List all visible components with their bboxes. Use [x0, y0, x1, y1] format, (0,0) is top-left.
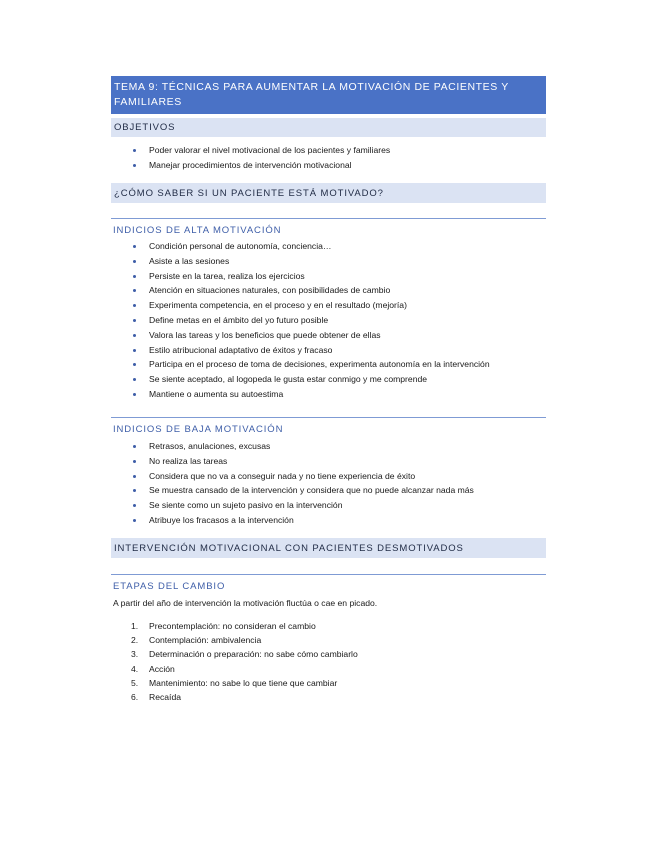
list-item	[111, 690, 546, 704]
list-item: Participa en el proceso de toma de decisiones, experimenta autonomía en la intervención	[111, 357, 546, 372]
list-item: No realiza las tareas	[111, 454, 546, 469]
list-item: Experimenta competencia, en el proceso y en el resultado (mejoría)	[111, 298, 546, 313]
list-item	[111, 619, 546, 633]
list-number: 1.	[131, 621, 139, 631]
list-item-text: Acción	[149, 663, 175, 674]
list-item: Se siente como un sujeto pasivo en la intervención	[111, 498, 546, 513]
section-intervencion-heading: INTERVENCIÓN MOTIVACIONAL CON PACIENTES DESMOTIVADOS	[111, 538, 546, 558]
list-item-text: Determinación o preparación: no sabe cómo cambiarlo	[149, 649, 358, 660]
list-item: Se siente aceptado, al logopeda le gusta estar conmigo y me comprende	[111, 372, 546, 387]
list-item-text: Mantenimiento: no sabe lo que tiene que cambiar	[149, 677, 338, 688]
list-item	[111, 647, 546, 661]
list-item: Poder valorar el nivel motivacional de los pacientes y familiares	[111, 143, 546, 158]
list-number: 4.	[131, 663, 139, 674]
list-item: Manejar procedimientos de intervención motivacional	[111, 158, 546, 173]
list-item: Considera que no va a conseguir nada y no tiene experiencia de éxito	[111, 469, 546, 484]
list-item	[111, 662, 546, 676]
etapas-intro-paragraph: A partir del año de intervención la motivación fluctúa o cae en picado.	[113, 598, 378, 608]
page-title: TEMA 9: TÉCNICAS PARA AUMENTAR LA MOTIVACIÓN DE PACIENTES Y FAMILIARES	[111, 76, 546, 114]
list-item: Condición personal de autonomía, conciencia…	[111, 239, 546, 254]
list-item: Retrasos, anulaciones, excusas	[111, 439, 546, 454]
list-number: 5.	[131, 677, 139, 688]
baja-motivacion-heading: INDICIOS DE BAJA MOTIVACIÓN	[111, 417, 546, 437]
list-item: Atención en situaciones naturales, con posibilidades de cambio	[111, 283, 546, 298]
etapas-cambio-heading: ETAPAS DEL CAMBIO	[111, 574, 546, 594]
objetivos-list	[111, 143, 546, 173]
alta-motivacion-list	[111, 239, 546, 402]
section-objetivos-heading: OBJETIVOS	[111, 118, 546, 137]
alta-motivacion-heading: INDICIOS DE ALTA MOTIVACIÓN	[111, 218, 546, 238]
list-item: Mantiene o aumenta su autoestima	[111, 387, 546, 402]
list-item	[111, 676, 546, 690]
etapas-list	[111, 619, 546, 704]
list-item: Define metas en el ámbito del yo futuro posible	[111, 313, 546, 328]
list-item: Valora las tareas y los beneficios que puede obtener de ellas	[111, 328, 546, 343]
list-item-text: Contemplación: ambivalencia	[149, 635, 262, 646]
list-number: 2.	[131, 635, 139, 646]
list-number: 6.	[131, 692, 139, 703]
section-motivado-heading: ¿CÓMO SABER SI UN PACIENTE ESTÁ MOTIVADO?	[111, 183, 546, 203]
list-item-text: Recaída	[149, 692, 182, 703]
list-item: Asiste a las sesiones	[111, 254, 546, 269]
list-item: Estilo atribucional adaptativo de éxitos y fracaso	[111, 343, 546, 358]
list-item	[111, 633, 546, 647]
list-item: Persiste en la tarea, realiza los ejercicios	[111, 269, 546, 284]
list-item: Se muestra cansado de la intervención y considera que no puede alcanzar nada más	[111, 483, 546, 498]
list-item: Atribuye los fracasos a la intervención	[111, 513, 546, 528]
baja-motivacion-list	[111, 439, 546, 528]
list-number: 3.	[131, 649, 139, 660]
list-item-text: Precontemplación: no consideran el cambio	[149, 621, 316, 631]
